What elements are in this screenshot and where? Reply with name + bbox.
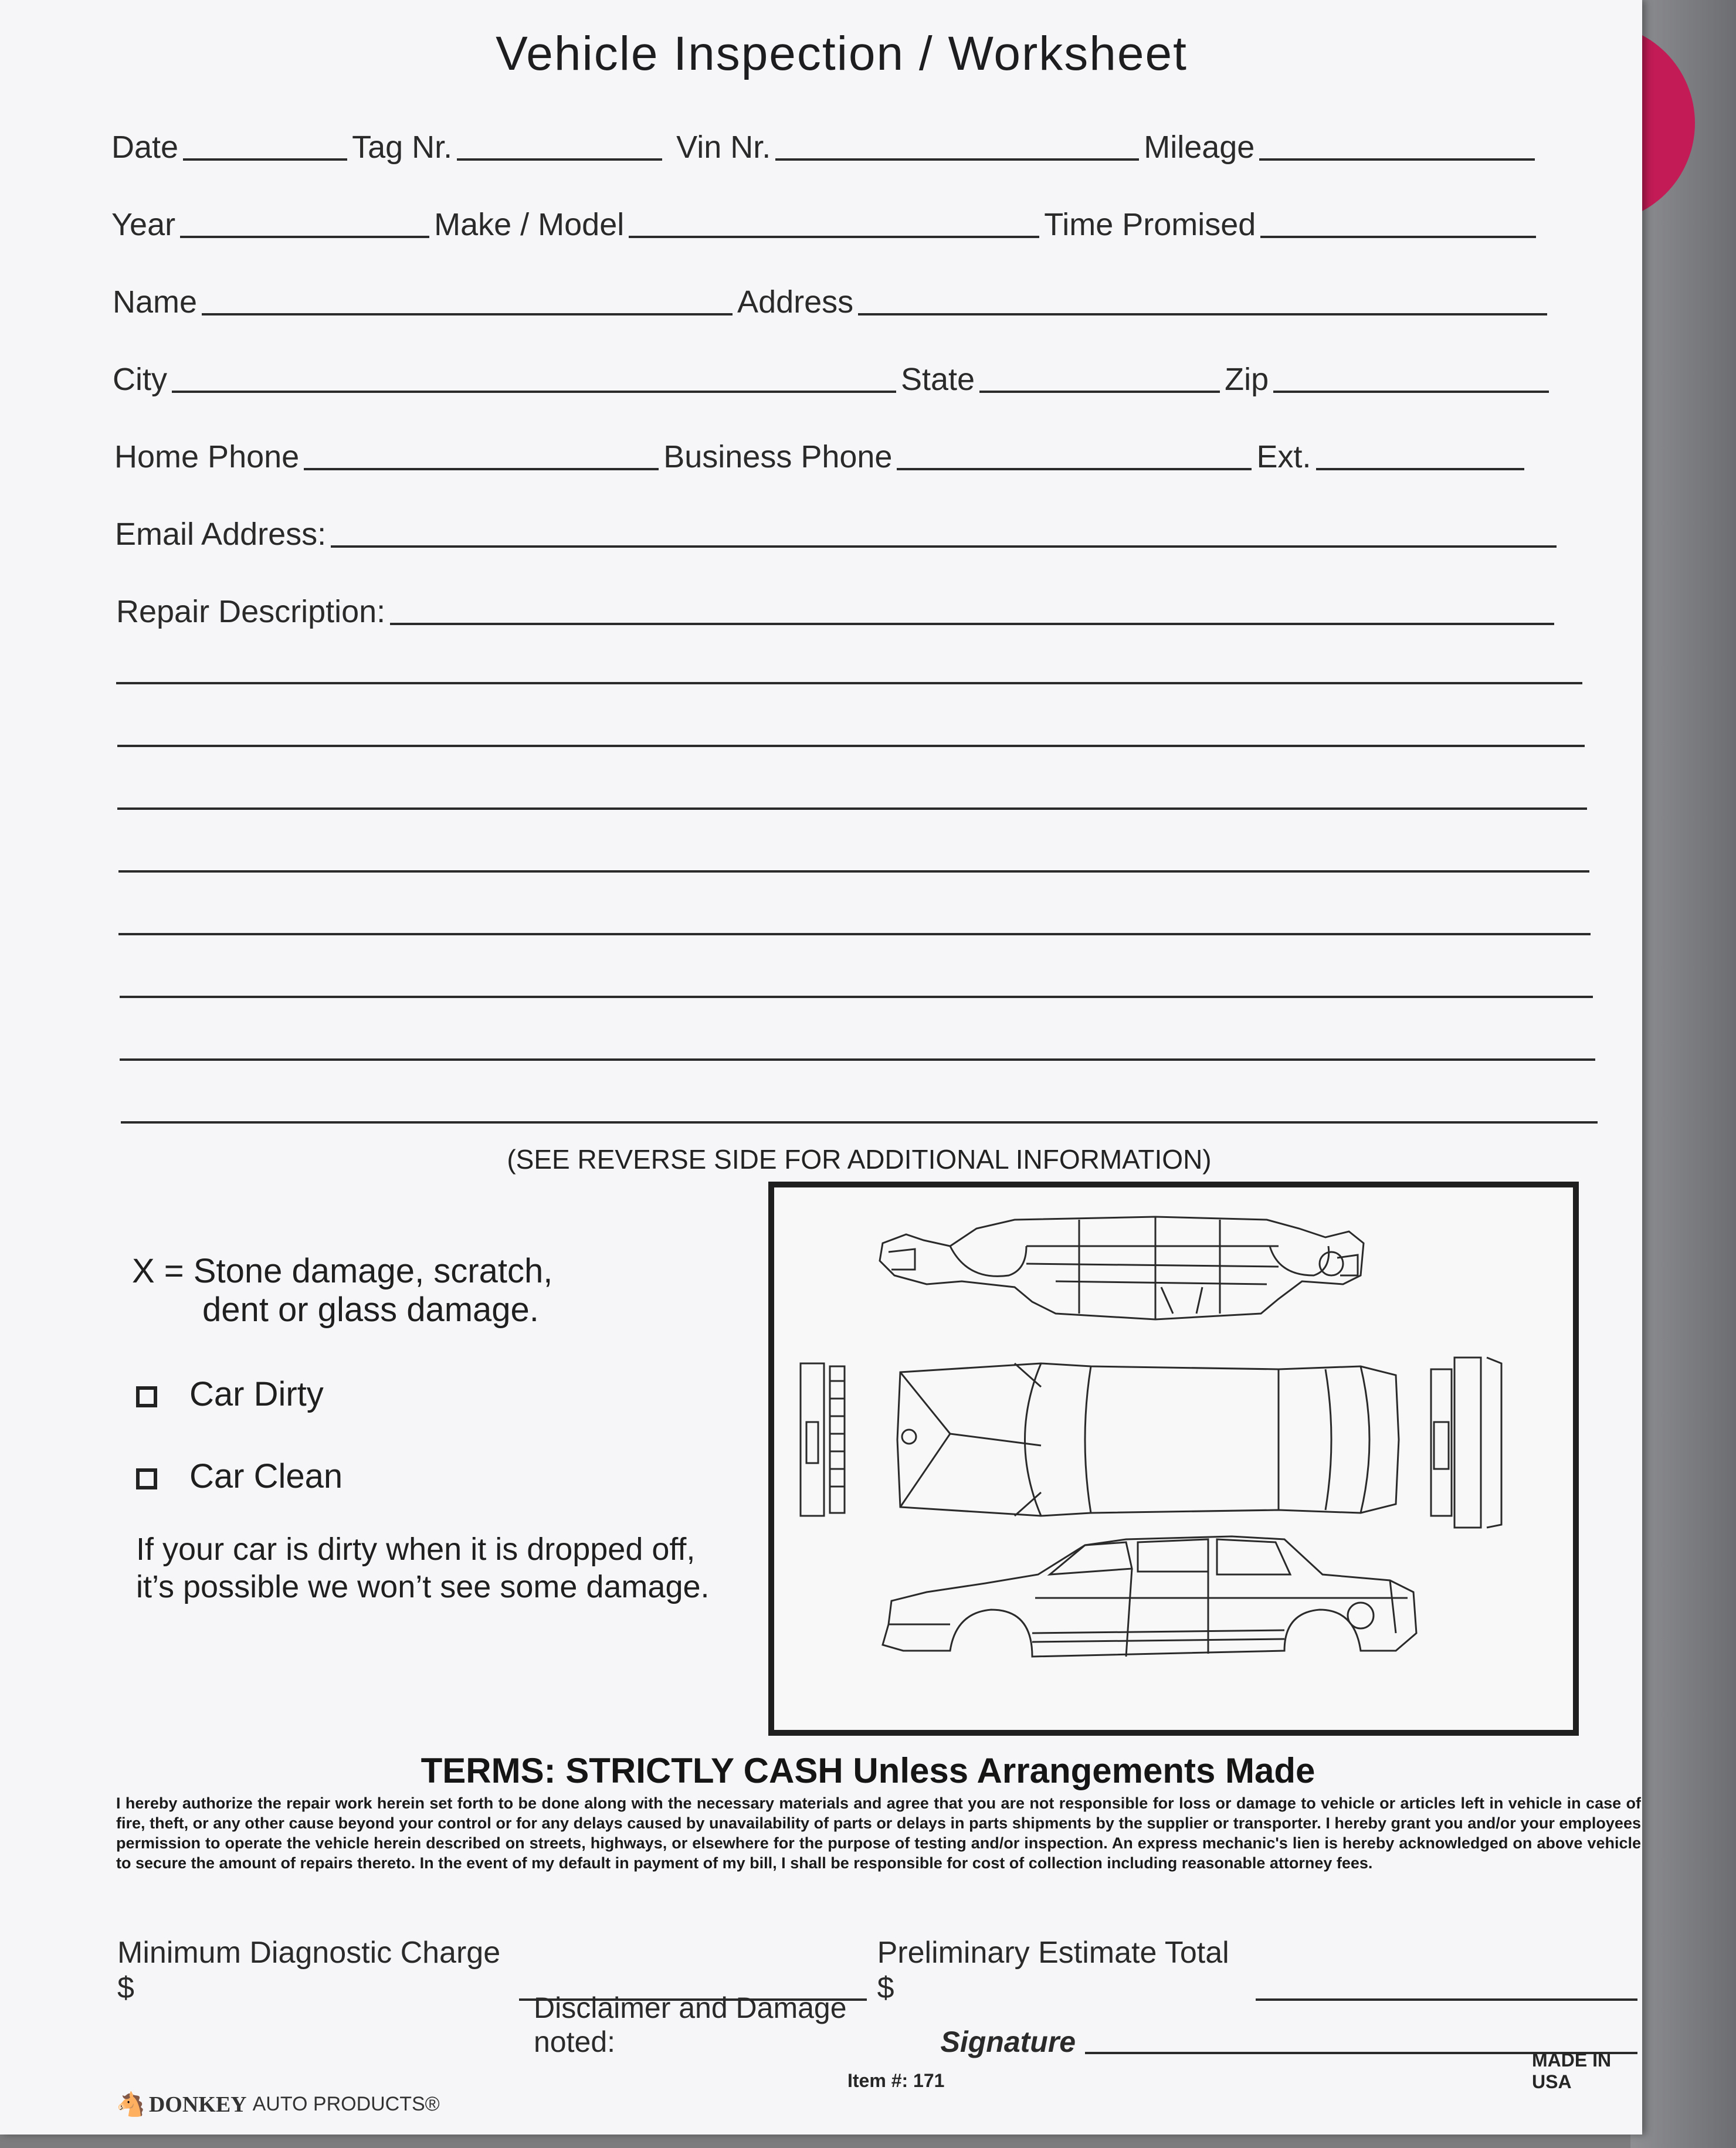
repair-field[interactable] — [390, 623, 1554, 625]
brand-rest: AUTO PRODUCTS® — [252, 2093, 440, 2115]
zip-field[interactable] — [1273, 391, 1549, 393]
business-phone-label: Business Phone — [663, 439, 893, 474]
zip-label: Zip — [1225, 362, 1269, 397]
form-title: Vehicle Inspection / Worksheet — [496, 27, 1188, 80]
signature-label: Signature — [940, 2025, 1076, 2058]
home-phone-label: Home Phone — [114, 439, 300, 474]
vin-label: Vin Nr. — [676, 130, 771, 165]
repair-line[interactable] — [120, 1058, 1595, 1061]
home-phone-field[interactable] — [304, 468, 659, 470]
mileage-label: Mileage — [1144, 130, 1255, 165]
make-model-label: Make / Model — [434, 207, 625, 242]
dirty-warning-line1: If your car is dirty when it is dropped off, — [136, 1532, 696, 1567]
car-dirty-label: Car Dirty — [189, 1375, 324, 1413]
car-rear-view — [1431, 1358, 1501, 1528]
repair-line[interactable] — [120, 996, 1593, 998]
address-field[interactable] — [858, 313, 1547, 315]
name-label: Name — [113, 284, 198, 320]
repair-line[interactable] — [116, 682, 1582, 684]
row-city-state-zip — [113, 361, 1554, 398]
date-field[interactable] — [183, 158, 347, 161]
car-plan-view — [897, 1363, 1399, 1516]
row-year-make-time — [111, 206, 1541, 243]
row-disclaimer — [534, 1991, 1642, 2059]
legend-x-line2: dent or glass damage. — [202, 1291, 539, 1329]
dirty-warning-line2: it’s possible we won’t see some damage. — [136, 1569, 710, 1604]
car-clean-label: Car Clean — [189, 1457, 343, 1495]
car-dirty-option[interactable] — [136, 1375, 324, 1414]
mileage-field[interactable] — [1259, 158, 1535, 161]
repair-line[interactable] — [121, 1121, 1598, 1124]
reverse-side-note: (SEE REVERSE SIDE FOR ADDITIONAL INFORMATION) — [507, 1144, 1212, 1175]
min-diagnostic-label: Minimum Diagnostic Charge $ — [117, 1936, 501, 2005]
city-field[interactable] — [172, 391, 896, 393]
email-label: Email Address: — [115, 517, 327, 552]
repair-line[interactable] — [117, 745, 1585, 747]
prelim-estimate-label: Preliminary Estimate Total $ — [877, 1936, 1229, 2005]
brand-bold: DONKEY — [148, 2092, 247, 2117]
ext-label: Ext. — [1256, 439, 1311, 474]
car-outline-diagram — [774, 1187, 1561, 1718]
car-dirty-checkbox[interactable] — [136, 1386, 157, 1407]
address-label: Address — [737, 284, 854, 320]
state-field[interactable] — [979, 391, 1220, 393]
donkey-icon: 🐴 — [116, 2092, 145, 2118]
name-field[interactable] — [202, 313, 733, 315]
vin-field[interactable] — [775, 158, 1139, 161]
tag-label: Tag Nr. — [352, 130, 453, 165]
car-side-view — [883, 1536, 1416, 1657]
damage-legend — [132, 1252, 552, 1329]
disclaimer-label: Disclaimer and Damage noted: — [534, 1991, 847, 2058]
repair-label: Repair Description: — [116, 594, 386, 629]
year-label: Year — [111, 207, 176, 242]
car-top-view — [880, 1217, 1364, 1319]
brand-logo — [116, 2091, 440, 2118]
date-label: Date — [111, 130, 179, 165]
legend-x-line1: X = Stone damage, scratch, — [132, 1252, 553, 1290]
row-email — [115, 516, 1561, 552]
time-promised-field[interactable] — [1260, 236, 1536, 238]
car-front-view — [801, 1363, 845, 1516]
car-clean-option[interactable] — [136, 1457, 343, 1496]
item-number: Item #: 171 — [847, 2070, 945, 2091]
clipboard-edge — [1630, 0, 1736, 2148]
business-phone-field[interactable] — [897, 468, 1252, 470]
made-in-usa: MADE IN USA — [1532, 2049, 1612, 2092]
ext-field[interactable] — [1316, 468, 1524, 470]
time-promised-label: Time Promised — [1044, 207, 1256, 242]
state-label: State — [901, 362, 975, 397]
make-model-field[interactable] — [629, 236, 1039, 238]
car-clean-checkbox[interactable] — [136, 1468, 157, 1489]
row-repair — [116, 593, 1559, 630]
email-field[interactable] — [331, 545, 1557, 548]
repair-line[interactable] — [118, 933, 1591, 935]
dirty-warning — [136, 1531, 710, 1606]
row-phones — [114, 439, 1529, 475]
terms-title: TERMS: STRICTLY CASH Unless Arrangements Made — [421, 1751, 1315, 1790]
row-name-address — [113, 284, 1552, 320]
car-damage-diagram[interactable] — [768, 1182, 1579, 1736]
repair-line[interactable] — [117, 807, 1587, 810]
repair-line[interactable] — [118, 870, 1589, 873]
tag-field[interactable] — [457, 158, 662, 161]
row-date-tag-vin-mileage — [111, 129, 1540, 165]
city-label: City — [113, 362, 167, 397]
year-field[interactable] — [180, 236, 429, 238]
terms-body: I hereby authorize the repair work herein set forth to be done along with the necessary materials and agree that you are not responsible for loss or damage to vehicle or articles left in vehicle in case of fire, theft, or any other cause beyond your control or for any delays caused by unavailability of parts or delays in parts shipments by the supplier or transporter. I hereby grant you and/or your employees permission to operate the vehicle herein described on streets, highways, or elsewhere for the purpose of testing and/or inspection. An express mechanic's lien is hereby acknowledged on above vehicle to secure the amount of repairs thereto. In the event of my default in payment of my bill, I shall be responsible for cost of collection including reasonable attorney fees. — [116, 1794, 1641, 1872]
